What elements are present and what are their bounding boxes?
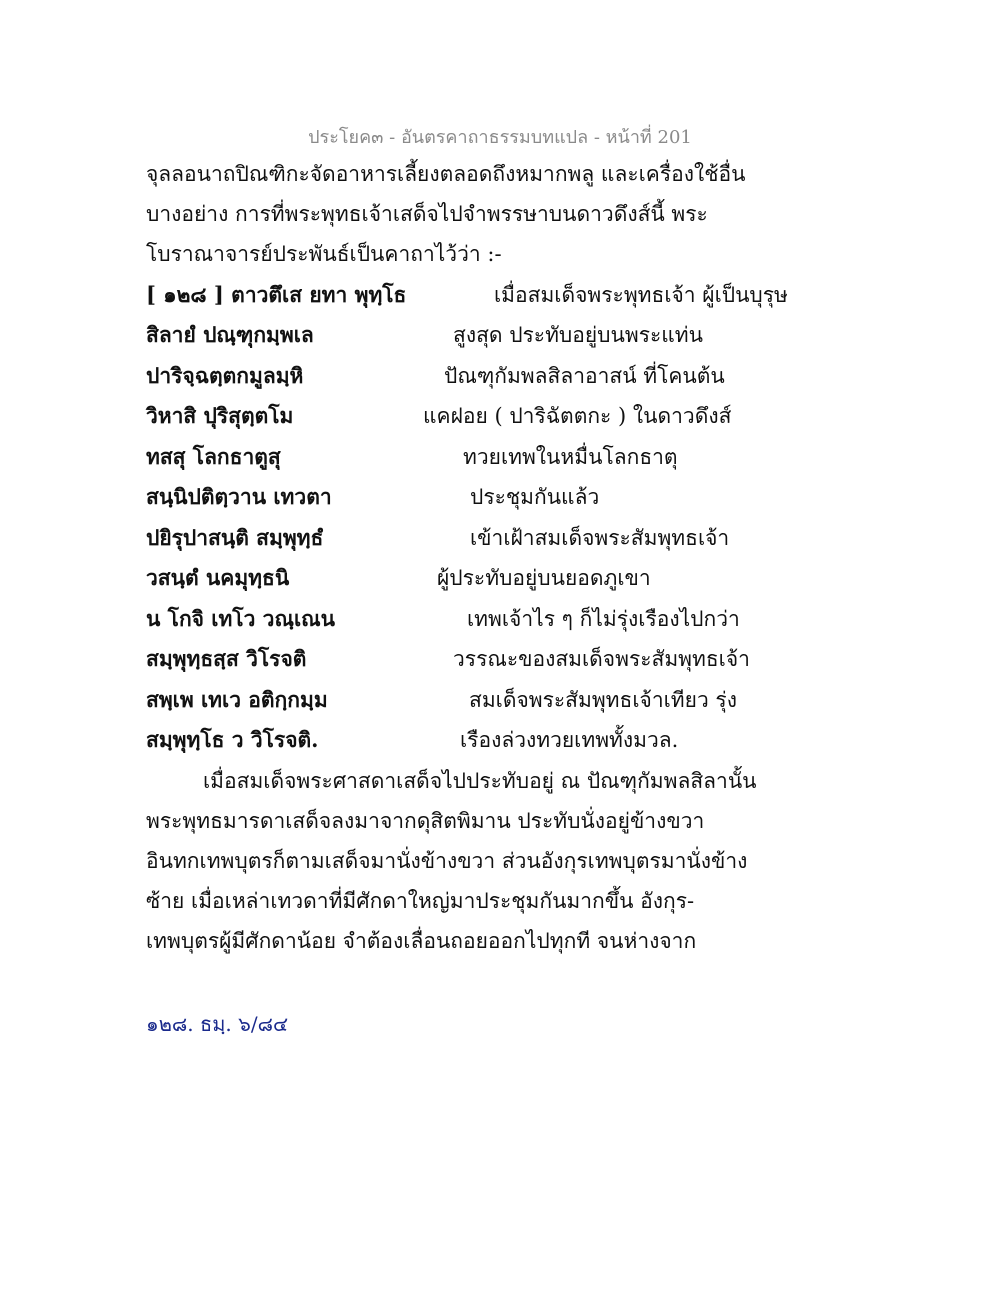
verse-thai-line: วรรณะของสมเด็จพระสัมพุทธเจ้า [453, 647, 750, 671]
verse-pali-line: ทสสุ โลกธาตูสุ [146, 444, 281, 469]
verse-pali-line: วสนฺตํ นคมุทฺธนิ [146, 565, 290, 590]
verse-thai-line: ประชุมกันแล้ว [470, 485, 600, 509]
verse-pali-line: สมฺพุทฺโธ ว วิโรจติ. [146, 727, 319, 752]
verse-pali-line: สพฺเพ เทเว อติกฺกมฺม [146, 687, 328, 712]
verse-thai-line: สมเด็จพระสัมพุทธเจ้าเทียว รุ่ง [469, 688, 737, 712]
intro-line: จุลลอนาถปิณฑิกะจัดอาหารเลี้ยงตลอดถึงหมากพลู และเครื่องใช้อื่น [146, 162, 746, 186]
verse-thai-line: เทพเจ้าไร ๆ ก็ไม่รุ่งเรืองไปกว่า [467, 607, 740, 631]
verse-thai-line: เมื่อสมเด็จพระพุทธเจ้า ผู้เป็นบุรุษ [494, 283, 788, 307]
verse-thai-line: สูงสุด ประทับอยู่บนพระแท่น [453, 323, 704, 347]
verse-pali-line: สมฺพุทฺธสฺส วิโรจติ [146, 646, 307, 671]
body-line: อินทกเทพบุตรก็ตามเสด็จมานั่งข้างขวา ส่วนอังกุรเทพบุตรมานั่งข้าง [146, 849, 748, 873]
body-line: เมื่อสมเด็จพระศาสดาเสด็จไปประทับอยู่ ณ ปัณฑุกัมพลสิลานั้น [203, 769, 757, 793]
body-line: เทพบุตรผู้มีศักดาน้อย จำต้องเลื่อนถอยออกไปทุกที จนห่างจาก [146, 929, 697, 953]
intro-line: บางอย่าง การที่พระพุทธเจ้าเสด็จไปจำพรรษาบนดาวดึงส์นี้ พระ [146, 202, 708, 226]
verse-thai-line: เข้าเฝ้าสมเด็จพระสัมพุทธเจ้า [470, 526, 730, 550]
verse-thai-line: แคฝอย ( ปาริฉัตตกะ ) ในดาวดึงส์ [423, 404, 732, 428]
verse-pali-line: สนฺนิปติตฺวาน เทวตา [146, 484, 332, 509]
verse-pali-line: วิหาสิ ปุริสุตฺตโม [146, 403, 294, 428]
verse-pali-line: ปาริจฺฉตฺตกมูลมฺหิ [146, 363, 304, 388]
verse-pali-line: ปยิรุปาสนฺติ สมฺพุทฺธํ [146, 525, 324, 550]
verse-pali-line: สิลายํ ปณฺฑุกมฺพเล [146, 322, 314, 347]
verse-pali-line: น โกจิ เทโว วณฺเณน [146, 606, 335, 631]
verse-thai-line: เรืองล่วงทวยเทพทั้งมวล. [460, 728, 679, 752]
verse-thai-line: ทวยเทพในหมื่นโลกธาตุ [463, 445, 678, 469]
footnote: ๑๒๘. ธมฺ. ๖/๘๔ [146, 1012, 289, 1036]
body-line: พระพุทธมารดาเสด็จลงมาจากดุสิตพิมาน ประทับนั่งอยู่ข้างขวา [146, 809, 705, 833]
body-line: ซ้าย เมื่อเหล่าเทวดาที่มีศักดาใหญ่มาประชุมกันมากขึ้น อังกุร- [146, 889, 695, 913]
verse-pali-line: [ ๑๒๘ ] ตาวตึเส ยทา พุทฺโธ [146, 282, 407, 307]
page-header: ประโยค๓ - อันตรคาถาธรรมบทแปล - หน้าที่ 201 [308, 127, 692, 148]
verse-thai-line: ปัณฑุกัมพลสิลาอาสน์ ที่โคนต้น [444, 364, 725, 388]
intro-line: โบราณาจารย์ประพันธ์เป็นคาถาไว้ว่า :- [146, 242, 502, 266]
verse-thai-line: ผู้ประทับอยู่บนยอดภูเขา [437, 566, 651, 590]
